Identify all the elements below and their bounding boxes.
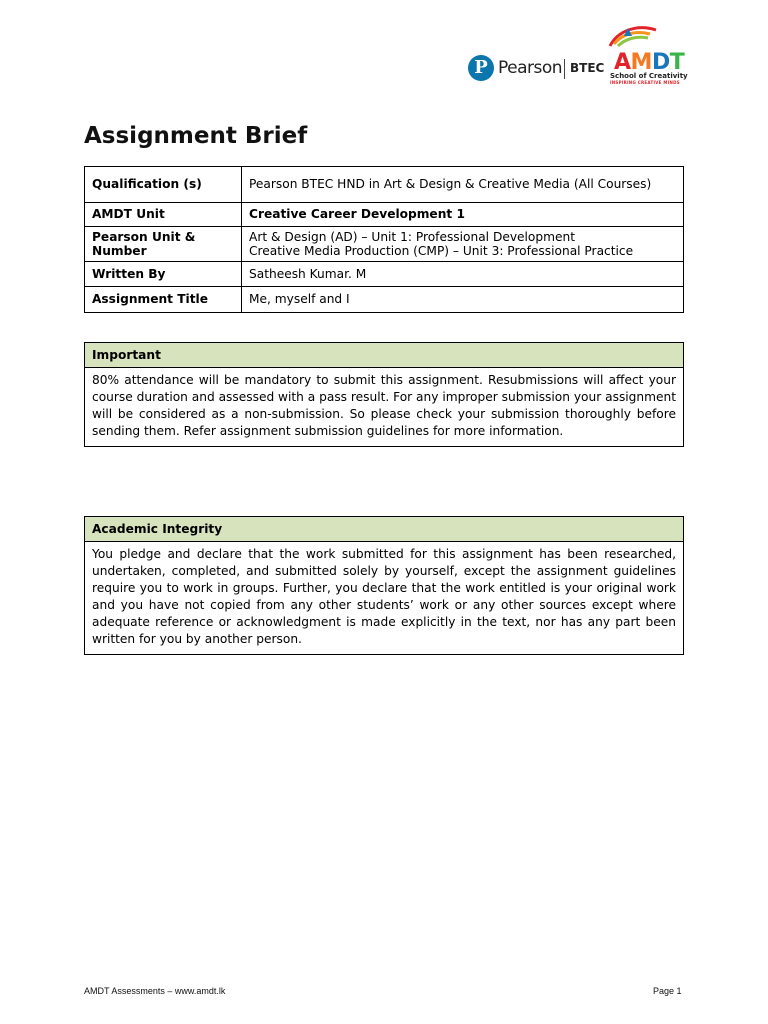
row-value [242, 227, 684, 262]
row-label: AMDT Unit [85, 203, 242, 227]
table-row [85, 227, 684, 262]
important-heading: Important [85, 343, 683, 368]
assignment-info-table [84, 166, 684, 313]
important-body: 80% attendance will be mandatory to submit this assignment. Resubmissions will affect your course duration and assessed with a pass result. For any improper submission your assignment will be considered as a non-submission. So please check your submission thoroughly before sending them. Refer assignment submission guidelines for more information. [92, 373, 677, 438]
table-row [85, 262, 684, 287]
table-row [85, 167, 684, 203]
btec-logo-text: BTEC [570, 61, 605, 75]
document-title: Assignment Brief [84, 123, 308, 149]
row-label: Qualification (s) [85, 167, 242, 203]
pearson-logo-icon: P [468, 55, 494, 81]
table-row [85, 203, 684, 227]
unit-line-cmp: Creative Media Production (CMP) – Unit 3: Professional Practice [249, 244, 634, 258]
academic-integrity-box [84, 516, 684, 655]
table-row [85, 287, 684, 313]
amdt-logo-text: AMDT [614, 50, 685, 75]
row-value: Satheesh Kumar. M [242, 262, 684, 287]
row-label: Pearson Unit & Number [85, 227, 242, 262]
header-logos [460, 24, 690, 86]
amdt-tagline: School of Creativity [610, 72, 688, 80]
footer-site: AMDT Assessments – www.amdt.lk [84, 986, 226, 996]
page-number: Page 1 [653, 986, 682, 996]
row-label: Assignment Title [85, 287, 242, 313]
unit-line-ad: Art & Design (AD) – Unit 1: Professional Development [249, 229, 575, 244]
important-box [84, 342, 684, 447]
row-value: Me, myself and I [242, 287, 684, 313]
pearson-logo-text: Pearson [498, 58, 563, 78]
amdt-motto: INSPIRING CREATIVE MINDS [610, 80, 680, 85]
logo-divider [564, 59, 565, 79]
row-label: Written By [85, 262, 242, 287]
academic-integrity-heading: Academic Integrity [85, 517, 683, 542]
row-value: Creative Career Development 1 [242, 203, 684, 227]
academic-integrity-body: You pledge and declare that the work submitted for this assignment has been researched, undertaken, completed, and submitted solely by yourself, except the assignment guidelines require you to work in groups. Further, you declare that the work entitled is your original work and you have not copied from any other students’ work or any other sources except where adequate reference or acknowledgment is made explicitly in the text, nor has any part been written for you by another person. [92, 547, 676, 646]
row-value: Pearson BTEC HND in Art & Design & Creative Media (All Courses) [242, 167, 684, 203]
